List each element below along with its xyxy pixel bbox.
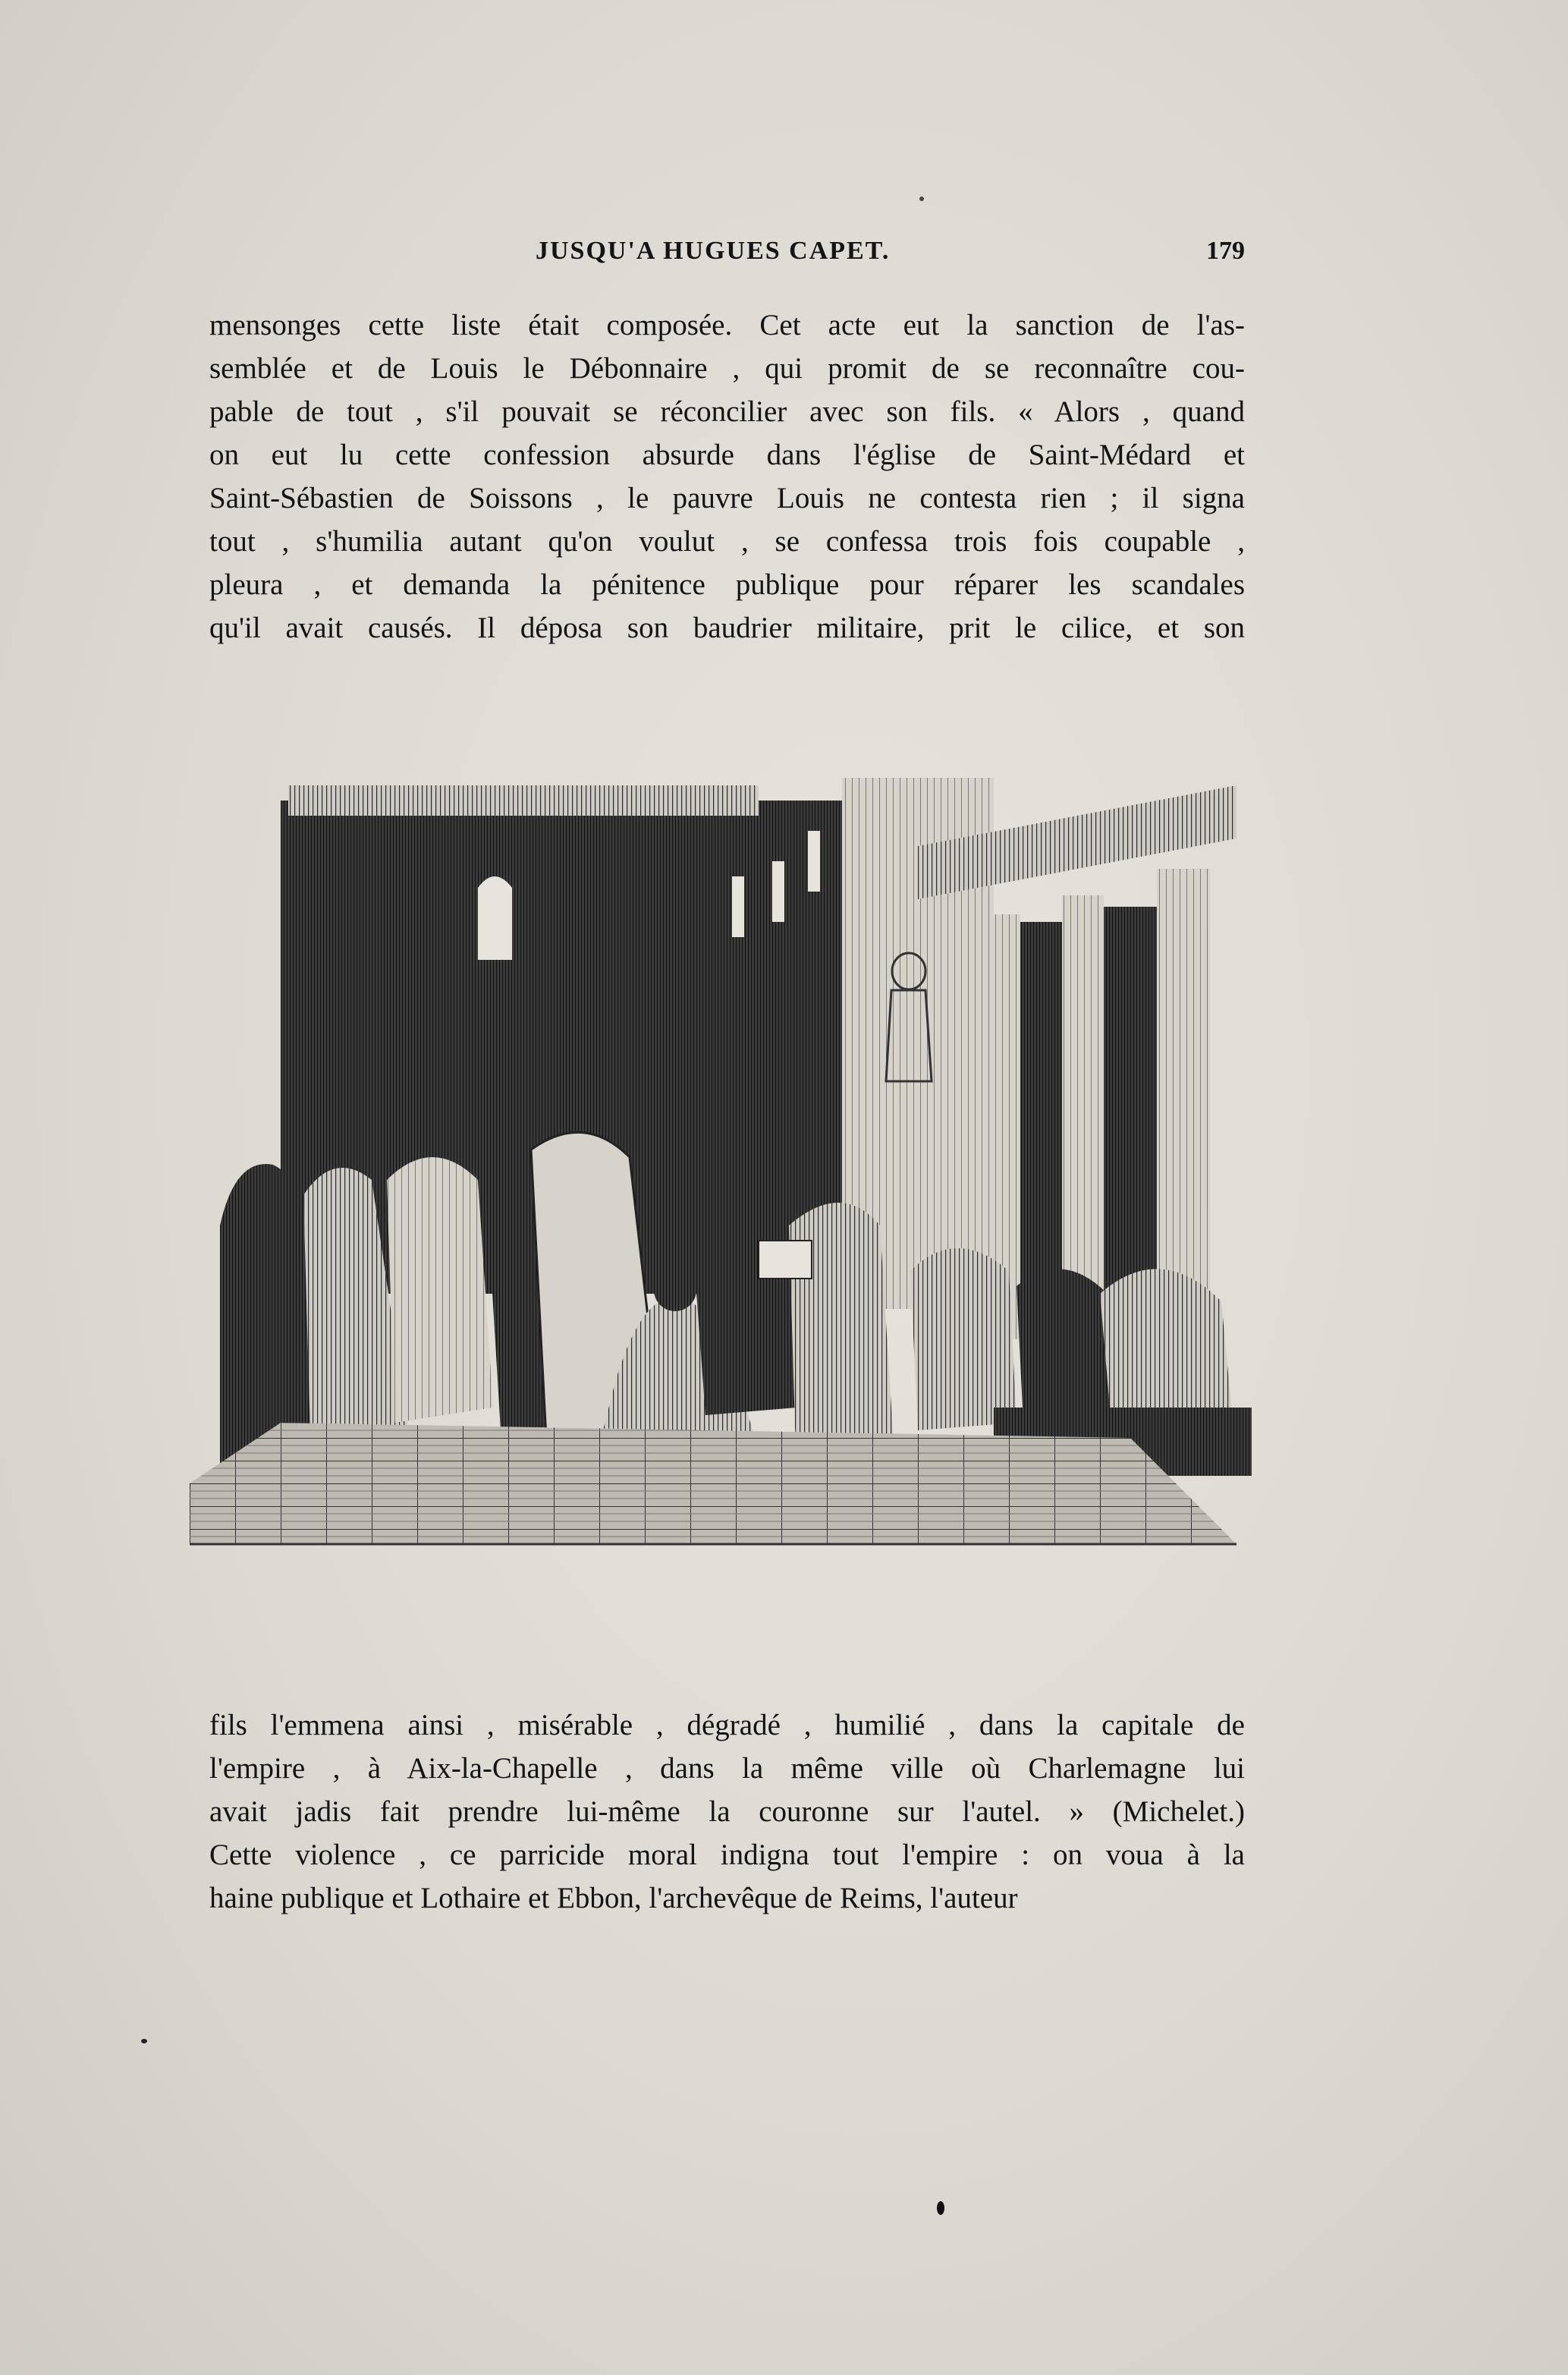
text-line: pable de tout , s'il pouvait se réconcilier avec son fils. « Alors , quand <box>209 395 1245 428</box>
text-line: l'empire , à Aix-la-Chapelle , dans la même ville où Charlemagne lui <box>209 1752 1245 1785</box>
page-header <box>209 237 1245 275</box>
text-line: Cette violence , ce parricide moral indigna tout l'empire : on voua à la <box>209 1839 1245 1871</box>
body-text-top <box>209 304 1245 650</box>
text-line: tout , s'humilia autant qu'on voulut , se confessa trois fois coupable , <box>209 525 1245 558</box>
engraving-penance-scene-icon <box>190 755 1252 1578</box>
text-line: qu'il avait causés. Il déposa son baudrier militaire, prit le cilice, et son <box>209 612 1245 644</box>
text-line: fils l'emmena ainsi , misérable , dégradé , humilié , dans la capitale de <box>209 1709 1245 1741</box>
text-line: avait jadis fait prendre lui-même la couronne sur l'autel. » (Michelet.) <box>209 1795 1245 1828</box>
text-line: pleura , et demanda la pénitence publique pour réparer les scandales <box>209 568 1245 601</box>
running-title: JUSQU'A HUGUES CAPET. <box>536 237 891 265</box>
text-line: haine publique et Lothaire et Ebbon, l'archevêque de Reims, l'auteur <box>209 1882 1018 1914</box>
text-line: Saint-Sébastien de Soissons , le pauvre Louis ne contesta rien ; il signa <box>209 482 1245 514</box>
text-line: on eut lu cette confession absurde dans l'église de Saint-Médard et <box>209 439 1245 471</box>
body-text-bottom <box>209 1703 1245 1920</box>
text-line: semblée et de Louis le Débonnaire , qui promit de se reconnaître cou- <box>209 352 1245 385</box>
text-line: mensonges cette liste était composée. Cet acte eut la sanction de l'as- <box>209 309 1245 341</box>
page-number: 179 <box>1206 237 1245 265</box>
